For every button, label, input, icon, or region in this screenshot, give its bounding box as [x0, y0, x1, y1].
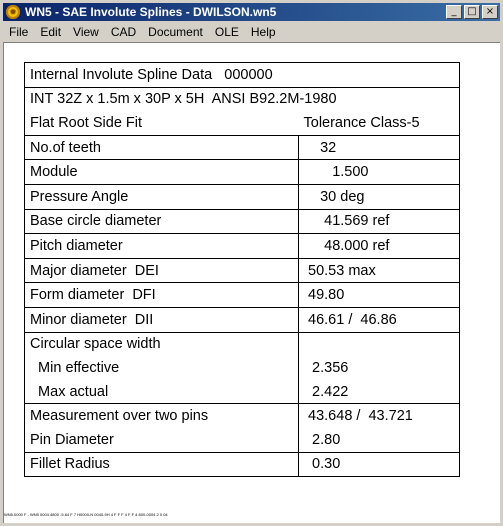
menu-view[interactable]: View	[73, 24, 99, 39]
table-row	[25, 209, 460, 234]
table-row	[25, 380, 460, 404]
fillet-radius-value: 0.30	[299, 452, 460, 477]
fillet-radius-label: Fillet Radius	[25, 452, 299, 477]
circular-space-title: Circular space width	[25, 332, 299, 356]
row-value: 49.80	[299, 283, 460, 308]
close-button[interactable]: ×	[482, 5, 498, 19]
row-label: Pitch diameter	[25, 234, 299, 259]
row-value: 30 deg	[299, 184, 460, 209]
min-effective-label: Min effective	[25, 356, 299, 380]
table-row	[25, 135, 460, 160]
row-value: 1.500	[299, 160, 460, 185]
table-row	[25, 332, 460, 356]
menu-ole[interactable]: OLE	[214, 24, 239, 39]
header-line-2: INT 32Z x 1.5m x 30P x 5H ANSI B92.2M-1980	[25, 87, 460, 111]
table-row	[25, 184, 460, 209]
max-actual-value: 2.422	[299, 380, 460, 404]
measurement-value: 43.648 / 43.721	[299, 404, 460, 428]
row-label: Pressure Angle	[25, 184, 299, 209]
menu-help[interactable]: Help	[250, 24, 276, 39]
measurement-label: Measurement over two pins	[25, 404, 299, 428]
row-label: Minor diameter DII	[25, 307, 299, 332]
title-bar[interactable]	[3, 3, 500, 21]
spline-app-icon[interactable]: ✹	[6, 5, 20, 19]
row-label: Major diameter DEI	[25, 258, 299, 283]
row-label: No.of teeth	[25, 135, 299, 160]
tolerance-class: Tolerance Class-5	[299, 111, 460, 135]
table-row	[25, 404, 460, 428]
fit-type: Flat Root Side Fit	[25, 111, 299, 135]
menu-file[interactable]: File	[9, 24, 29, 39]
row-label: Module	[25, 160, 299, 185]
min-effective-value: 2.356	[299, 356, 460, 380]
table-row	[25, 356, 460, 380]
row-value: 50.53 max	[299, 258, 460, 283]
maximize-button[interactable]: □	[464, 5, 480, 19]
table-row	[25, 452, 460, 477]
table-row	[25, 63, 460, 88]
row-label: Form diameter DFI	[25, 283, 299, 308]
spline-data-table	[24, 62, 460, 477]
row-label: Base circle diameter	[25, 209, 299, 234]
table-row	[25, 307, 460, 332]
menu-cad[interactable]: CAD	[110, 24, 137, 39]
table-row	[25, 428, 460, 452]
row-value: 41.569 ref	[299, 209, 460, 234]
table-row	[25, 234, 460, 259]
minimize-button[interactable]: _	[446, 5, 462, 19]
table-row	[25, 87, 460, 111]
row-value: 46.61 / 46.86	[299, 307, 460, 332]
table-row	[25, 111, 460, 135]
row-value	[299, 332, 460, 356]
window-controls	[444, 5, 498, 19]
document-footer: WN5.0000 F - WN5 0004.4800 -5.64 F 7 H0000-N 0040-9H 4 F F F 4 F F 4 800-0004 2 0 04	[4, 512, 168, 517]
table-row	[25, 160, 460, 185]
table-row	[25, 283, 460, 308]
pin-diameter-label: Pin Diameter	[25, 428, 299, 452]
pin-diameter-value: 2.80	[299, 428, 460, 452]
menu-bar	[3, 22, 500, 41]
row-value: 48.000 ref	[299, 234, 460, 259]
table-row	[25, 258, 460, 283]
header-line-1: Internal Involute Spline Data 000000	[25, 63, 460, 88]
row-value: 32	[299, 135, 460, 160]
document-area[interactable]	[3, 42, 500, 523]
max-actual-label: Max actual	[25, 380, 299, 404]
menu-document[interactable]: Document	[148, 24, 203, 39]
menu-edit[interactable]: Edit	[40, 24, 62, 39]
window-title: WN5 - SAE Involute Splines - DWILSON.wn5	[25, 5, 277, 19]
